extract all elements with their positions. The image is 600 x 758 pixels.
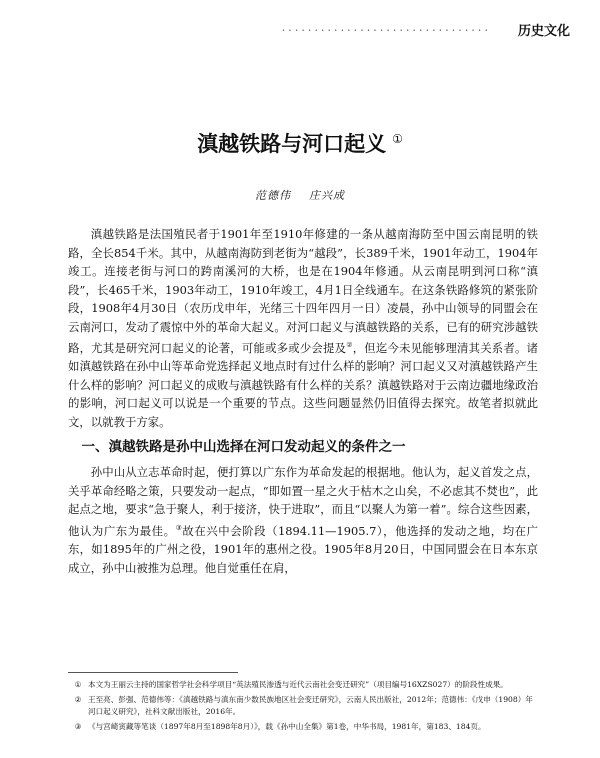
footnotes	[68, 679, 538, 735]
footnote-mark: ①	[74, 680, 82, 689]
title-footnote-mark: ①	[392, 132, 403, 146]
article-title-text: 滇越铁路与河口起义	[197, 132, 387, 156]
footnote-ref: ③	[175, 523, 183, 532]
article-body	[68, 225, 538, 577]
footnote	[68, 679, 538, 692]
footnote-ref: ②	[346, 341, 353, 349]
footnote-text: 王至亮、彭强、范德伟等：《滇越铁路与滇东南少数民族地区社会变迁研究》，云南人民出版社，2012年；范德伟：《戊申（1908）年河口起义研究》，社科文献出版社，2016年。	[88, 694, 533, 716]
footnote-mark: ③	[74, 721, 82, 731]
section-label: 历史文化	[517, 24, 570, 39]
footnote	[68, 721, 538, 734]
header-decoration: • • • • • • • • • • • • • • • • • • • • • • • • • • • • • • • •	[282, 28, 489, 34]
footnote-divider	[68, 672, 238, 673]
footnote	[68, 694, 538, 719]
footnote-text: 本文为王丽云主持的国家哲学社会科学项目“英法殖民渗透与近代云南社会变迁研究”（项目编号16XZS027）的阶段性成果。	[88, 680, 508, 689]
paragraph-text: 孙中山从立志革命时起，便打算以广东作为革命发起的根据地。他认为，起义首发之点，关乎革命经略之策，只要发动一起点，“即如置一星之火于枯木之山矣，不必虑其不焚也”，此起点之地，要求“急于聚人，利于接济，快于进取”，而且“以聚人为第一着”。综合这些因素，他认为广东为最佳。	[68, 465, 538, 538]
body-paragraph	[68, 225, 538, 431]
body-paragraph	[68, 463, 538, 577]
paragraph-text: ，但迄今未见能够理清其关系者。诸如滇越铁路在孙中山等革命党选择起义地点时有过什么样的影响？河口起义又对滇越铁路产生什么样的影响？河口起义的成败与滇越铁路有什么样的关系？滇越铁路对于云南边疆地缘政治的影响，河口起义可以说是一个重要的节点。这些问题显然仍旧值得去探究。故笔者拟就此文，以就教于方家。	[68, 340, 538, 429]
paragraph-text: 故在兴中会阶段（1894.11—1905.7），他选择的发动之地，均在广东，如1895年的广州之役，1901年的惠州之役。1905年8月20日，中国同盟会在日本东京成立，孙中山被推为总理。他自觉重任在肩，	[68, 523, 538, 575]
section-heading: 一、滇越铁路是孙中山选择在河口发动起义的条件之一	[81, 439, 406, 456]
article-title	[0, 128, 600, 158]
paragraph-text: 滇越铁路是法国殖民者于1901年至1910年修建的一条从越南海防至中国云南昆明的铁路，全长854千米。其中，从越南海防到老街为“越段”，长389千米，1901年动工，1904年竣工。连接老街与河口的跨南溪河的大桥，也是在1904年修通。从云南昆明到河口称“滇段”，长465千米，1903年动工，1910年竣工，4月1日全线通车。在这条铁路修筑的紧张阶段，1908年4月30日（农历戊申年，光绪三十四年四月一日）凌晨，孙中山领导的同盟会在云南河口，发动了震惊中外的革命大起义。对河口起义与滇越铁路的关系，已有的研究涉越铁路，尤其是研究河口起义的论著，可能或多或少会提及	[68, 227, 538, 355]
author-name: 庄兴成	[309, 189, 345, 202]
author-name: 范德伟	[255, 189, 291, 202]
article-authors	[0, 187, 600, 203]
footnote-text: 《与宫崎寅藏等笔谈（1897年8月至1898年8月）》，载《孙中山全集》第1卷，中华书局，1981年，第183、184页。	[88, 721, 486, 731]
footnote-mark: ②	[74, 694, 82, 704]
